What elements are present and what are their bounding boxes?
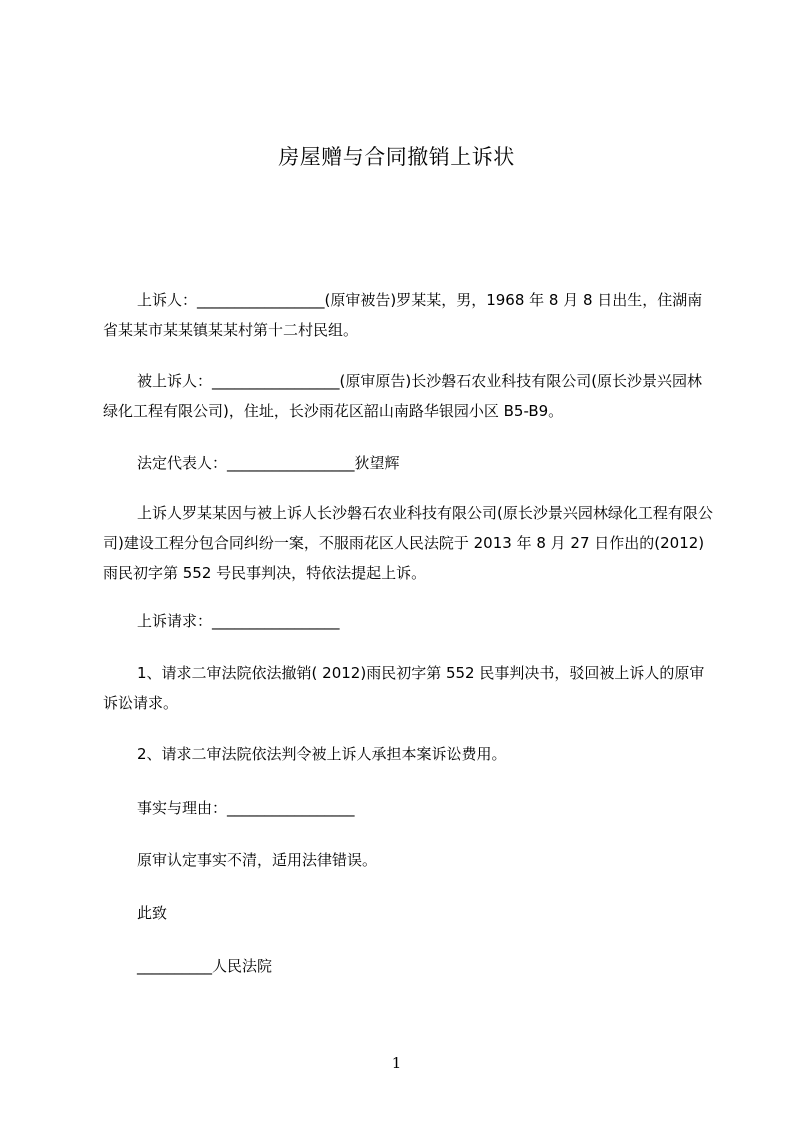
document-title: 房屋赠与合同撤销上诉状 xyxy=(278,145,515,169)
page-number: 1 xyxy=(391,1054,402,1072)
appellee-paragraph: 被上诉人：_________________(原审原告)长沙磐石农业科技有限公司(原长沙景兴园林绿化工程有限公司)，住址，长沙雨花区韶山南路华银园小区 B5-B9。 xyxy=(103,372,703,420)
requests-heading: 上诉请求：_________________ xyxy=(137,612,340,630)
facts-heading: 事实与理由：_________________ xyxy=(137,799,355,817)
facts-body: 原审认定事实不清，适用法律错误。 xyxy=(137,851,378,869)
request-1-paragraph: 1、请求二审法院依法撤销( 2012)雨民初字第 552 民事判决书，驳回被上诉人的原审诉讼请求。 xyxy=(103,664,705,712)
closing-salutation: 此致 xyxy=(137,904,168,922)
appellant-paragraph: 上诉人：_________________(原审被告)罗某某，男，1968 年 8 月 8 日出生，住湖南省某某市某某镇某某村第十二村民组。 xyxy=(103,291,703,339)
case-intro-paragraph: 上诉人罗某某因与被上诉人长沙磐石农业科技有限公司(原长沙景兴园林绿化工程有限公司)建设工程分包合同纠纷一案，不服雨花区人民法院于 2013 年 8 月 27 日作出的(2012)雨民初字第 552 号民事判决，特依法提起上诉。 xyxy=(103,504,713,582)
legal-representative-line: 法定代表人：_________________狄望辉 xyxy=(137,454,400,472)
request-2-line: 2、请求二审法院依法判令被上诉人承担本案诉讼费用。 xyxy=(137,745,507,763)
court-name-line: __________人民法院 xyxy=(137,957,273,975)
